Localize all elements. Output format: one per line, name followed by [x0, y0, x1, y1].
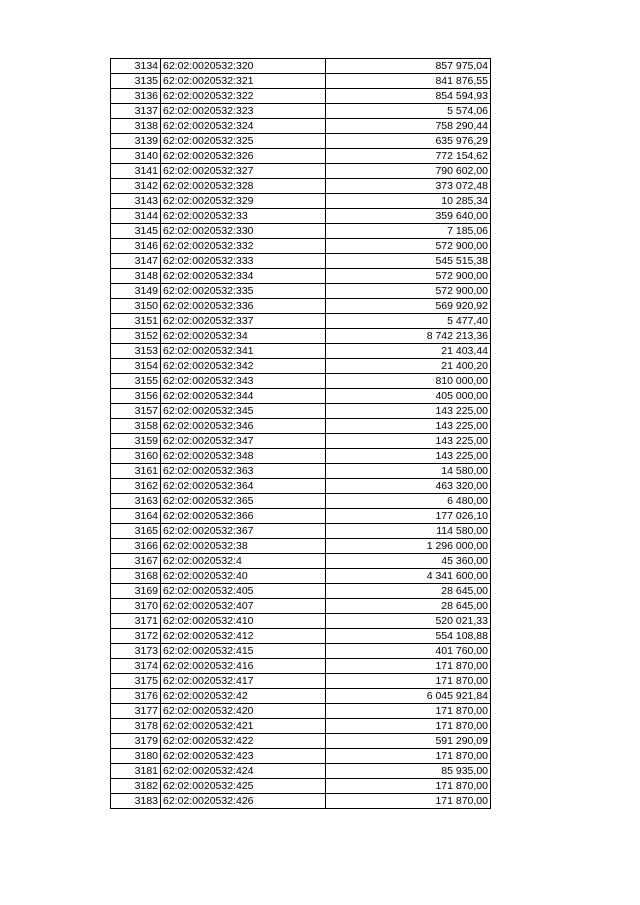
cadastral-number-cell: 62:02:0020532:364 — [161, 479, 326, 494]
row-number-cell: 3144 — [111, 209, 161, 224]
row-number-cell: 3159 — [111, 434, 161, 449]
cadastral-number-cell: 62:02:0020532:42 — [161, 689, 326, 704]
cadastral-value-cell: 21 403,44 — [326, 344, 491, 359]
cadastral-value-cell: 463 320,00 — [326, 479, 491, 494]
cadastral-value-cell: 143 225,00 — [326, 404, 491, 419]
cadastral-number-cell: 62:02:0020532:33 — [161, 209, 326, 224]
cadastral-value-cell: 405 000,00 — [326, 389, 491, 404]
row-number-cell: 3177 — [111, 704, 161, 719]
cadastral-number-cell: 62:02:0020532:320 — [161, 59, 326, 74]
row-number-cell: 3157 — [111, 404, 161, 419]
cadastral-value-cell: 520 021,33 — [326, 614, 491, 629]
table-row — [111, 224, 491, 239]
row-number-cell: 3160 — [111, 449, 161, 464]
cadastral-number-cell: 62:02:0020532:334 — [161, 269, 326, 284]
row-number-cell: 3172 — [111, 629, 161, 644]
cadastral-number-cell: 62:02:0020532:324 — [161, 119, 326, 134]
table-row — [111, 389, 491, 404]
table-row — [111, 344, 491, 359]
cadastral-value-cell: 572 900,00 — [326, 239, 491, 254]
table-row — [111, 284, 491, 299]
table-row — [111, 464, 491, 479]
table-row — [111, 104, 491, 119]
cadastral-number-cell: 62:02:0020532:341 — [161, 344, 326, 359]
cadastral-value-cell: 171 870,00 — [326, 794, 491, 809]
cadastral-number-cell: 62:02:0020532:415 — [161, 644, 326, 659]
row-number-cell: 3174 — [111, 659, 161, 674]
cadastral-number-cell: 62:02:0020532:325 — [161, 134, 326, 149]
cadastral-value-cell: 554 108,88 — [326, 629, 491, 644]
row-number-cell: 3148 — [111, 269, 161, 284]
cadastral-value-cell: 6 480,00 — [326, 494, 491, 509]
row-number-cell: 3175 — [111, 674, 161, 689]
row-number-cell: 3147 — [111, 254, 161, 269]
cadastral-value-cell: 572 900,00 — [326, 269, 491, 284]
cadastral-value-cell: 772 154,62 — [326, 149, 491, 164]
cadastral-value-cell: 5 477,40 — [326, 314, 491, 329]
table-row — [111, 194, 491, 209]
row-number-cell: 3167 — [111, 554, 161, 569]
cadastral-number-cell: 62:02:0020532:345 — [161, 404, 326, 419]
cadastral-number-cell: 62:02:0020532:40 — [161, 569, 326, 584]
cadastral-value-cell: 14 580,00 — [326, 464, 491, 479]
cadastral-value-cell: 28 645,00 — [326, 584, 491, 599]
cadastral-number-cell: 62:02:0020532:425 — [161, 779, 326, 794]
row-number-cell: 3136 — [111, 89, 161, 104]
cadastral-value-cell: 171 870,00 — [326, 749, 491, 764]
table-row — [111, 314, 491, 329]
row-number-cell: 3137 — [111, 104, 161, 119]
cadastral-value-cell: 177 026,10 — [326, 509, 491, 524]
row-number-cell: 3165 — [111, 524, 161, 539]
table-row — [111, 179, 491, 194]
cadastral-value-cell: 171 870,00 — [326, 719, 491, 734]
table-row — [111, 329, 491, 344]
table-row — [111, 644, 491, 659]
table-row — [111, 449, 491, 464]
cadastral-number-cell: 62:02:0020532:344 — [161, 389, 326, 404]
table-row — [111, 674, 491, 689]
row-number-cell: 3153 — [111, 344, 161, 359]
table-row — [111, 734, 491, 749]
cadastral-number-cell: 62:02:0020532:322 — [161, 89, 326, 104]
cadastral-number-cell: 62:02:0020532:335 — [161, 284, 326, 299]
cadastral-value-cell: 6 045 921,84 — [326, 689, 491, 704]
table-row — [111, 134, 491, 149]
row-number-cell: 3168 — [111, 569, 161, 584]
cadastral-value-table — [110, 58, 491, 809]
cadastral-number-cell: 62:02:0020532:423 — [161, 749, 326, 764]
table-row — [111, 689, 491, 704]
cadastral-number-cell: 62:02:0020532:422 — [161, 734, 326, 749]
cadastral-value-cell: 171 870,00 — [326, 674, 491, 689]
row-number-cell: 3171 — [111, 614, 161, 629]
cadastral-number-cell: 62:02:0020532:326 — [161, 149, 326, 164]
row-number-cell: 3140 — [111, 149, 161, 164]
cadastral-number-cell: 62:02:0020532:329 — [161, 194, 326, 209]
table-row — [111, 89, 491, 104]
table-row — [111, 569, 491, 584]
row-number-cell: 3154 — [111, 359, 161, 374]
cadastral-number-cell: 62:02:0020532:421 — [161, 719, 326, 734]
row-number-cell: 3141 — [111, 164, 161, 179]
cadastral-value-cell: 545 515,38 — [326, 254, 491, 269]
table-row — [111, 509, 491, 524]
row-number-cell: 3179 — [111, 734, 161, 749]
table-row — [111, 749, 491, 764]
cadastral-value-cell: 373 072,48 — [326, 179, 491, 194]
row-number-cell: 3155 — [111, 374, 161, 389]
cadastral-number-cell: 62:02:0020532:424 — [161, 764, 326, 779]
cadastral-number-cell: 62:02:0020532:332 — [161, 239, 326, 254]
cadastral-number-cell: 62:02:0020532:426 — [161, 794, 326, 809]
cadastral-value-cell: 857 975,04 — [326, 59, 491, 74]
table-row — [111, 539, 491, 554]
row-number-cell: 3166 — [111, 539, 161, 554]
table-row — [111, 119, 491, 134]
table-row — [111, 404, 491, 419]
table-row — [111, 59, 491, 74]
row-number-cell: 3162 — [111, 479, 161, 494]
cadastral-number-cell: 62:02:0020532:347 — [161, 434, 326, 449]
table-row — [111, 704, 491, 719]
table-row — [111, 479, 491, 494]
table-row — [111, 419, 491, 434]
table-row — [111, 494, 491, 509]
cadastral-value-cell: 790 602,00 — [326, 164, 491, 179]
cadastral-number-cell: 62:02:0020532:367 — [161, 524, 326, 539]
cadastral-number-cell: 62:02:0020532:416 — [161, 659, 326, 674]
row-number-cell: 3139 — [111, 134, 161, 149]
row-number-cell: 3181 — [111, 764, 161, 779]
table-row — [111, 434, 491, 449]
cadastral-number-cell: 62:02:0020532:323 — [161, 104, 326, 119]
cadastral-number-cell: 62:02:0020532:407 — [161, 599, 326, 614]
cadastral-value-cell: 5 574,06 — [326, 104, 491, 119]
table-row — [111, 239, 491, 254]
row-number-cell: 3158 — [111, 419, 161, 434]
table-row — [111, 599, 491, 614]
row-number-cell: 3161 — [111, 464, 161, 479]
row-number-cell: 3152 — [111, 329, 161, 344]
cadastral-value-cell: 359 640,00 — [326, 209, 491, 224]
table-row — [111, 794, 491, 809]
row-number-cell: 3178 — [111, 719, 161, 734]
cadastral-number-cell: 62:02:0020532:365 — [161, 494, 326, 509]
cadastral-number-cell: 62:02:0020532:327 — [161, 164, 326, 179]
cadastral-value-cell: 572 900,00 — [326, 284, 491, 299]
table-row — [111, 254, 491, 269]
cadastral-value-cell: 143 225,00 — [326, 449, 491, 464]
cadastral-number-cell: 62:02:0020532:38 — [161, 539, 326, 554]
row-number-cell: 3149 — [111, 284, 161, 299]
table-row — [111, 659, 491, 674]
cadastral-number-cell: 62:02:0020532:34 — [161, 329, 326, 344]
cadastral-value-cell: 10 285,34 — [326, 194, 491, 209]
cadastral-value-cell: 85 935,00 — [326, 764, 491, 779]
cadastral-value-cell: 854 594,93 — [326, 89, 491, 104]
cadastral-number-cell: 62:02:0020532:321 — [161, 74, 326, 89]
row-number-cell: 3183 — [111, 794, 161, 809]
table-row — [111, 299, 491, 314]
cadastral-number-cell: 62:02:0020532:342 — [161, 359, 326, 374]
cadastral-number-cell: 62:02:0020532:405 — [161, 584, 326, 599]
row-number-cell: 3176 — [111, 689, 161, 704]
table-row — [111, 209, 491, 224]
cadastral-value-cell: 8 742 213,36 — [326, 329, 491, 344]
cadastral-value-cell: 401 760,00 — [326, 644, 491, 659]
row-number-cell: 3180 — [111, 749, 161, 764]
cadastral-value-cell: 28 645,00 — [326, 599, 491, 614]
cadastral-value-cell: 143 225,00 — [326, 419, 491, 434]
cadastral-value-cell: 591 290,09 — [326, 734, 491, 749]
table-row — [111, 779, 491, 794]
cadastral-value-cell: 7 185,06 — [326, 224, 491, 239]
table-row — [111, 74, 491, 89]
cadastral-value-cell: 758 290,44 — [326, 119, 491, 134]
cadastral-value-cell: 171 870,00 — [326, 779, 491, 794]
cadastral-number-cell: 62:02:0020532:336 — [161, 299, 326, 314]
table-row — [111, 149, 491, 164]
cadastral-number-cell: 62:02:0020532:343 — [161, 374, 326, 389]
cadastral-value-cell: 171 870,00 — [326, 704, 491, 719]
cadastral-number-cell: 62:02:0020532:412 — [161, 629, 326, 644]
table-row — [111, 764, 491, 779]
table-row — [111, 374, 491, 389]
row-number-cell: 3134 — [111, 59, 161, 74]
cadastral-value-cell: 4 341 600,00 — [326, 569, 491, 584]
cadastral-number-cell: 62:02:0020532:420 — [161, 704, 326, 719]
cadastral-number-cell: 62:02:0020532:328 — [161, 179, 326, 194]
row-number-cell: 3169 — [111, 584, 161, 599]
cadastral-number-cell: 62:02:0020532:346 — [161, 419, 326, 434]
cadastral-number-cell: 62:02:0020532:4 — [161, 554, 326, 569]
cadastral-value-cell: 810 000,00 — [326, 374, 491, 389]
row-number-cell: 3156 — [111, 389, 161, 404]
table-row — [111, 554, 491, 569]
cadastral-number-cell: 62:02:0020532:410 — [161, 614, 326, 629]
cadastral-number-cell: 62:02:0020532:417 — [161, 674, 326, 689]
cadastral-number-cell: 62:02:0020532:366 — [161, 509, 326, 524]
row-number-cell: 3138 — [111, 119, 161, 134]
cadastral-value-cell: 569 920,92 — [326, 299, 491, 314]
row-number-cell: 3182 — [111, 779, 161, 794]
row-number-cell: 3173 — [111, 644, 161, 659]
table-row — [111, 359, 491, 374]
row-number-cell: 3142 — [111, 179, 161, 194]
table-row — [111, 269, 491, 284]
row-number-cell: 3163 — [111, 494, 161, 509]
row-number-cell: 3164 — [111, 509, 161, 524]
cadastral-value-cell: 21 400,20 — [326, 359, 491, 374]
cadastral-value-cell: 1 296 000,00 — [326, 539, 491, 554]
cadastral-value-cell: 45 360,00 — [326, 554, 491, 569]
cadastral-number-cell: 62:02:0020532:333 — [161, 254, 326, 269]
row-number-cell: 3150 — [111, 299, 161, 314]
row-number-cell: 3170 — [111, 599, 161, 614]
row-number-cell: 3146 — [111, 239, 161, 254]
cadastral-number-cell: 62:02:0020532:363 — [161, 464, 326, 479]
cadastral-number-cell: 62:02:0020532:337 — [161, 314, 326, 329]
table-body — [111, 59, 491, 809]
cadastral-value-cell: 114 580,00 — [326, 524, 491, 539]
row-number-cell: 3135 — [111, 74, 161, 89]
cadastral-value-cell: 841 876,55 — [326, 74, 491, 89]
cadastral-value-cell: 143 225,00 — [326, 434, 491, 449]
cadastral-number-cell: 62:02:0020532:348 — [161, 449, 326, 464]
cadastral-number-cell: 62:02:0020532:330 — [161, 224, 326, 239]
table-row — [111, 719, 491, 734]
table-row — [111, 164, 491, 179]
table-row — [111, 584, 491, 599]
cadastral-value-cell: 635 976,29 — [326, 134, 491, 149]
row-number-cell: 3151 — [111, 314, 161, 329]
table-row — [111, 629, 491, 644]
cadastral-value-cell: 171 870,00 — [326, 659, 491, 674]
row-number-cell: 3143 — [111, 194, 161, 209]
table-row — [111, 614, 491, 629]
row-number-cell: 3145 — [111, 224, 161, 239]
table-row — [111, 524, 491, 539]
